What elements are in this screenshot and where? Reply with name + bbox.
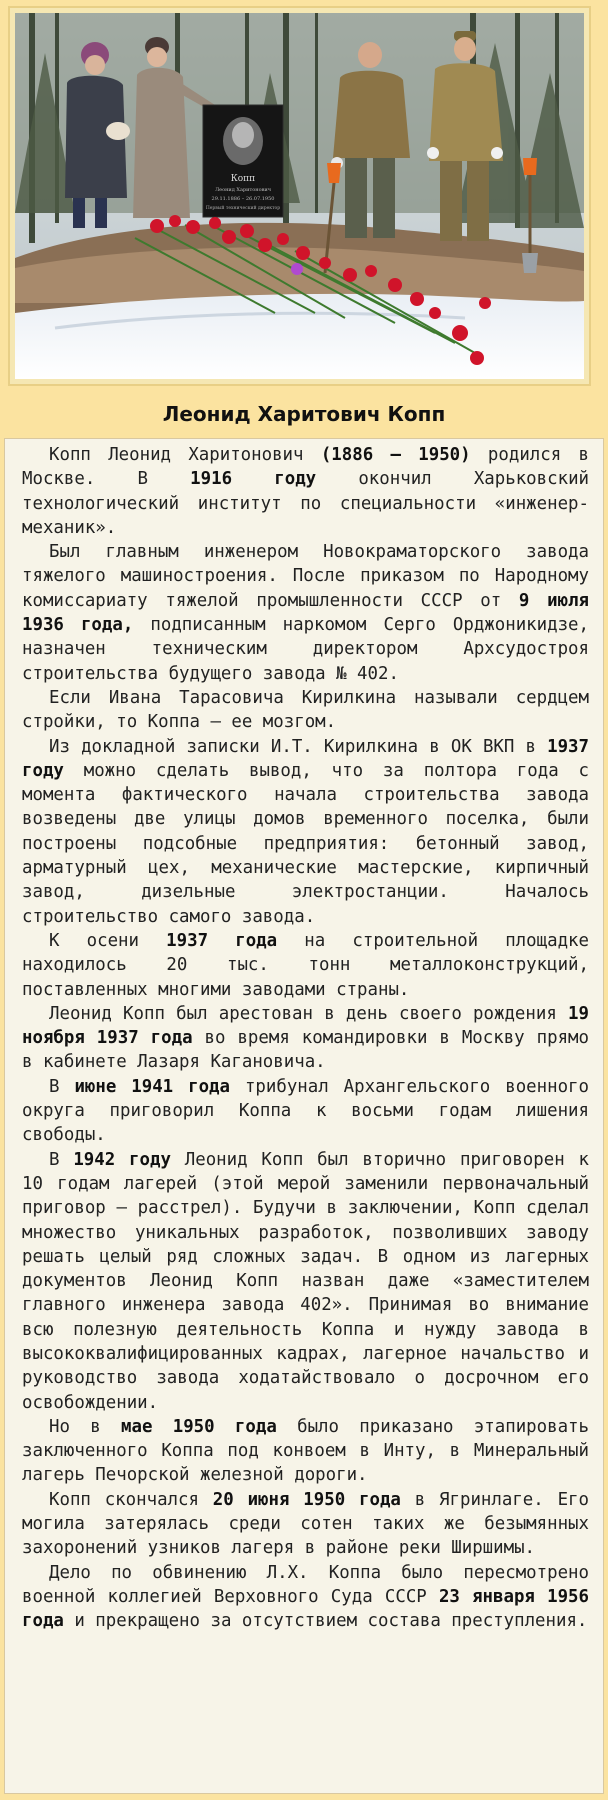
- paragraph-8: [22, 1148, 589, 1415]
- text-run: К осени: [49, 930, 167, 951]
- bold-date: 1942 году: [73, 1149, 171, 1170]
- text-run: и прекращено за отсутствием состава преступления.: [63, 1611, 588, 1632]
- text-run: трибунал Архангельского военного округа приговорил Коппа к восьми годам лишения свободы.: [22, 1076, 589, 1146]
- headstone-full-name: Леонид Харитонович: [214, 187, 272, 193]
- bold-date: 1937 году: [22, 736, 589, 781]
- bold-date: 9 июля 1936 года,: [22, 590, 589, 636]
- paragraph-3: [22, 686, 589, 735]
- text-run: Если Ивана Тарасовича Кирилкина называли сердцем стройки, то Коппа – ее мозгом.: [22, 687, 589, 733]
- headstone-caption: Первый технический директор: [205, 206, 281, 211]
- paragraph-1: [22, 443, 589, 540]
- text-run: Из докладной записки И.Т. Кирилкина в ОК ВКП в: [49, 736, 548, 757]
- text-run: Был главным инженером Новокраматорского завода тяжелого машиностроения. После приказом по Народному комиссариату тяжелой промышленности СССР от: [22, 542, 589, 611]
- text-run: В: [49, 1149, 74, 1170]
- paragraph-9: [22, 1415, 589, 1488]
- bold-date: 19 ноября 1937 года: [22, 1003, 589, 1049]
- text-run: Но в: [49, 1416, 122, 1437]
- bold-date: мае 1950 года: [121, 1416, 277, 1437]
- headstone: [203, 105, 283, 217]
- photo-frame: [8, 6, 591, 386]
- paragraph-7: [22, 1075, 589, 1148]
- text-run: Дело по обвинению Л.Х. Коппа было пересмотрено военной коллегией Верховного Суда СССР: [22, 1562, 589, 1607]
- paragraph-6: [22, 1002, 589, 1075]
- paragraph-2: [22, 540, 589, 686]
- bold-date: 1916 году: [190, 469, 317, 490]
- memorial-photo: [15, 13, 584, 379]
- text-run: Копп скончался: [49, 1489, 213, 1510]
- text-run: подписанным наркомом Серго Орджоникидзе, назначен техническим директором Архсудостроя строительства будущего завода № 402.: [22, 615, 589, 684]
- text-run: В: [49, 1076, 75, 1097]
- memorial-scene: [15, 13, 584, 379]
- paragraph-4: [22, 735, 589, 929]
- headstone-name: Копп: [230, 174, 256, 184]
- bold-date: (1886 – 1950): [320, 445, 471, 465]
- text-run: окончил Харьковский технологический институт по специальности «инженер-механик».: [22, 469, 590, 538]
- text-run: Леонид Копп был вторично приговорен к 10 годам лагерей (этой мерой заменили первоначальный приговор – расстрел). Будучи в заключении, Копп сделал множество уникальных разработок, позволивших заводу решать целый ряд сложных задач. В одном из лагерных документов Леонид Копп назван даже «заместителем главного инженера завода 402». Принимая во внимание всю полезную деятельность Коппа и нужду завода в высококвалифицированных кадрах, лагерное начальство и руководство завода ходатайствовало о досрочном его освобождении.: [22, 1149, 589, 1413]
- headstone-dates: 29.11.1886 – 26.07.1950: [211, 196, 275, 202]
- text-run: Копп Леонид Харитонович: [49, 445, 321, 465]
- text-run: было приказано этапировать заключенного Коппа под конвоем в Инту, в Минеральный лагерь Печорской железной дороги.: [22, 1416, 589, 1486]
- bold-date: 20 июня 1950 года: [212, 1489, 401, 1510]
- bold-date: 1937 года: [166, 930, 278, 951]
- bold-date: июне 1941 года: [74, 1076, 230, 1097]
- bold-date: 23 января 1956 года: [22, 1586, 589, 1632]
- text-run: можно сделать вывод, что за полтора года с момента фактического начала строительства завода возведены две улицы домов временного поселка, были построены подсобные предприятия: бетонный завод, арматурный цех, механические мастерские, кирпичный завод, дизельные электростанции. Началось строительство самого завода.: [22, 760, 589, 927]
- paragraph-11: [22, 1561, 589, 1634]
- photo-caption: Леонид Харитович Копп: [162, 402, 446, 426]
- biography-text: [4, 438, 604, 1794]
- text-run: в Ягринлаге. Его могила затерялась среди сотен таких же безымянных захоронений узников лагеря в районе реки Ширшимы.: [22, 1489, 589, 1559]
- paragraph-5: [22, 929, 589, 1002]
- text-run: родился в Москве. В: [22, 445, 589, 490]
- paragraph-10: [22, 1488, 589, 1561]
- text-run: Леонид Копп был арестован в день своего рождения: [49, 1003, 569, 1024]
- text-run: во время командировки в Москву прямо в кабинете Лазаря Кагановича.: [22, 1028, 589, 1073]
- text-run: на строительной площадке находилось 20 тыс. тонн металлоконструкций, поставленных многими заводами страны.: [22, 930, 589, 1000]
